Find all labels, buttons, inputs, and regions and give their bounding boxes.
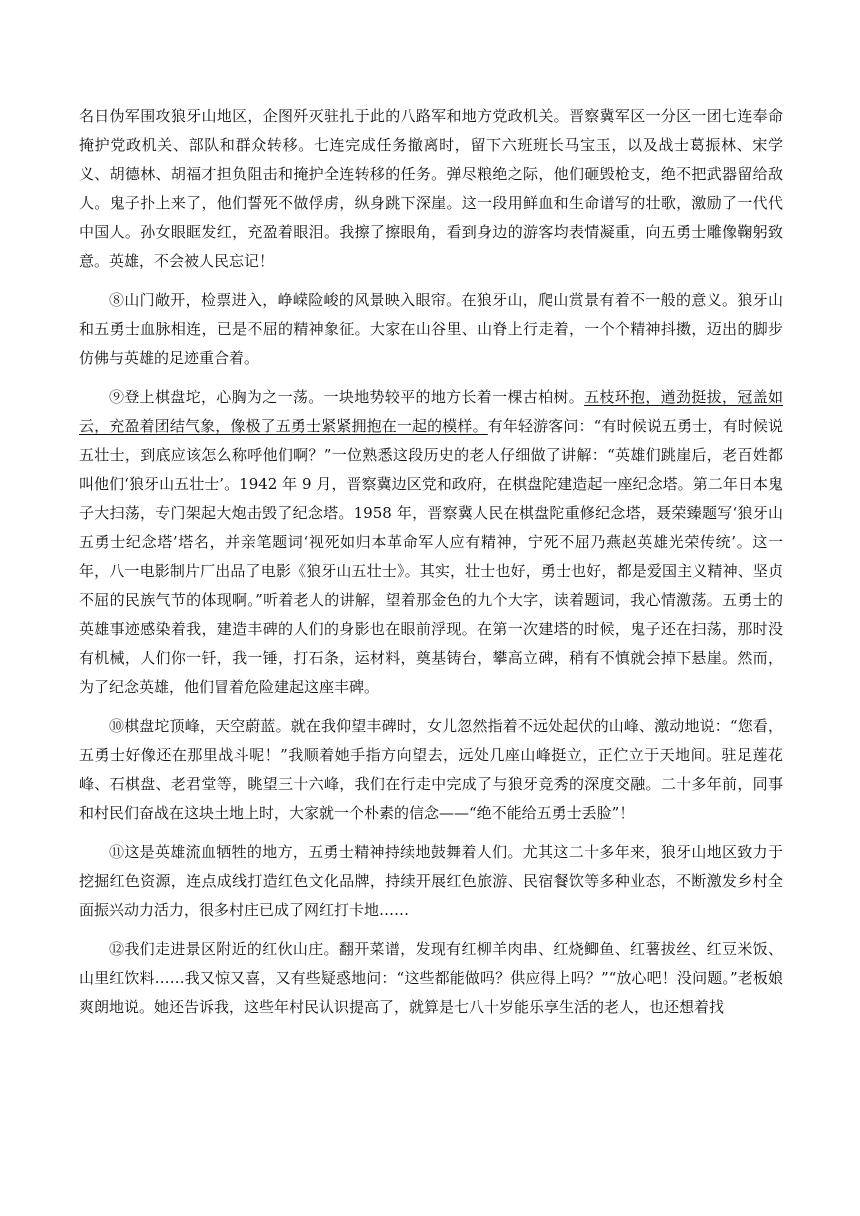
paragraph-text: ⑧山门敞开，检票进入，峥嵘险峻的风景映入眼帘。在狼牙山，爬山赏景有着不一般的意义。狼牙山和五勇士血脉相连，已是不屈的精神象征。大家在山谷里、山脊上行走着，一个个精神抖擞，迈出的脚步仿佛与英雄的足迹重合着。	[79, 291, 783, 367]
paragraph-9	[79, 383, 783, 702]
paragraph-text: ⑨登上棋盘坨，心胸为之一荡。一块地势较平的地方长着一棵古柏树。	[109, 388, 585, 406]
paragraph-text: 名日伪军围攻狼牙山地区，企图歼灭驻扎于此的八路军和地方党政机关。晋察冀军区一分区一团七连奉命掩护党政机关、部队和群众转移。七连完成任务撤离时，留下六班班长马宝玉，以及战士葛振林、宋学义、胡德林、胡福才担负阻击和掩护全连转移的任务。弹尽粮绝之际，他们砸毁枪支，绝不把武器留给敌人。鬼子扑上来了，他们誓死不做俘虏，纵身跳下深崖。这一段用鲜血和生命谱写的壮歌，激励了一代代中国人。孙女眼眶发红，充盈着眼泪。我擦了擦眼角，看到身边的游客均表情凝重，向五勇士雕像鞠躬致意。英雄，不会被人民忘记！	[79, 107, 783, 270]
paragraph-text: ⑪这是英雄流血牺牲的地方，五勇士精神持续地鼓舞着人们。尤其这二十多年来，狼牙山地区致力于挖掘红色资源，连点成线打造红色文化品牌，持续开展红色旅游、民宿餐饮等多种业态，不断激发乡村全面振兴动力活力，很多村庄已成了网红打卡地……	[79, 843, 783, 919]
paragraph-text: 有年轻游客问：“有时候说五勇士，有时候说五壮士，到底应该怎么称呼他们啊？”一位熟悉这段历史的老人仔细做了讲解：“英雄们跳崖后，老百姓都叫他们‘狼牙山五壮士’。1942 年 9 月，晋察冀边区党和政府，在棋盘陀建造起一座纪念塔。第二年日本鬼子大扫荡，专门架起大炮击毁了纪念塔。1958 年，晋察冀人民在棋盘陀重修纪念塔，聂荣臻题写‘狼牙山五勇士纪念塔’塔名，并亲笔题词‘视死如归本革命军人应有精神，宁死不屈乃燕赵英雄光荣传统’。这一年，八一电影制片厂出品了电影《狼牙山五壮士》。其实，壮士也好，勇士也好，都是爱国主义精神、坚贞不屈的民族气节的体现啊。”听着老人的讲解，望着那金色的九个大字，读着题词，我心情激荡。五勇士的英雄事迹感染着我，建造丰碑的人们的身影也在眼前浮现。在第一次建塔的时候，鬼子还在扫荡，那时没有机械，人们你一钎，我一锤，打石条，运材料，奠基铸台，攀高立碑，稍有不慎就会掉下悬崖。然而，为了纪念英雄，他们冒着危险建起这座丰碑。	[79, 417, 783, 696]
paragraph-11	[79, 838, 783, 925]
paragraph-text: ⑩棋盘坨顶峰，天空蔚蓝。就在我仰望丰碑时，女儿忽然指着不远处起伏的山峰、激动地说：“您看，五勇士好像还在那里战斗呢！”我顺着她手指方向望去，远处几座山峰挺立，正伫立于天地间。驻足莲花峰、石棋盘、老君堂等，眺望三十六峰，我们在行走中完成了与狼牙竞秀的深度交融。二十多年前，同事和村民们奋战在这块土地上时，大家就一个朴素的信念——“绝不能给五勇士丢脸”！	[79, 717, 783, 822]
paragraph-text: ⑫我们走进景区附近的红伙山庄。翻开菜谱，发现有红柳羊肉串、红烧鲫鱼、红薯拔丝、红豆米饭、山里红饮料……我又惊又喜，又有些疑惑地问：“这些都能做吗？供应得上吗？”“放心吧！没问题。”老板娘爽朗地说。她还告诉我，这些年村民认识提高了，就算是七八十岁能乐享生活的老人，也还想着找	[79, 940, 783, 1016]
underlined-sentence: 五枝环抱，遒劲挺拔，冠盖如云，充盈着团结气象，像极了五勇士紧紧拥抱在一起的模样。	[79, 388, 783, 435]
paragraph-8	[79, 286, 783, 373]
paragraph-12	[79, 935, 783, 1022]
paragraph-10	[79, 712, 783, 828]
article-body	[79, 102, 783, 1022]
paragraph-continued	[79, 102, 783, 276]
